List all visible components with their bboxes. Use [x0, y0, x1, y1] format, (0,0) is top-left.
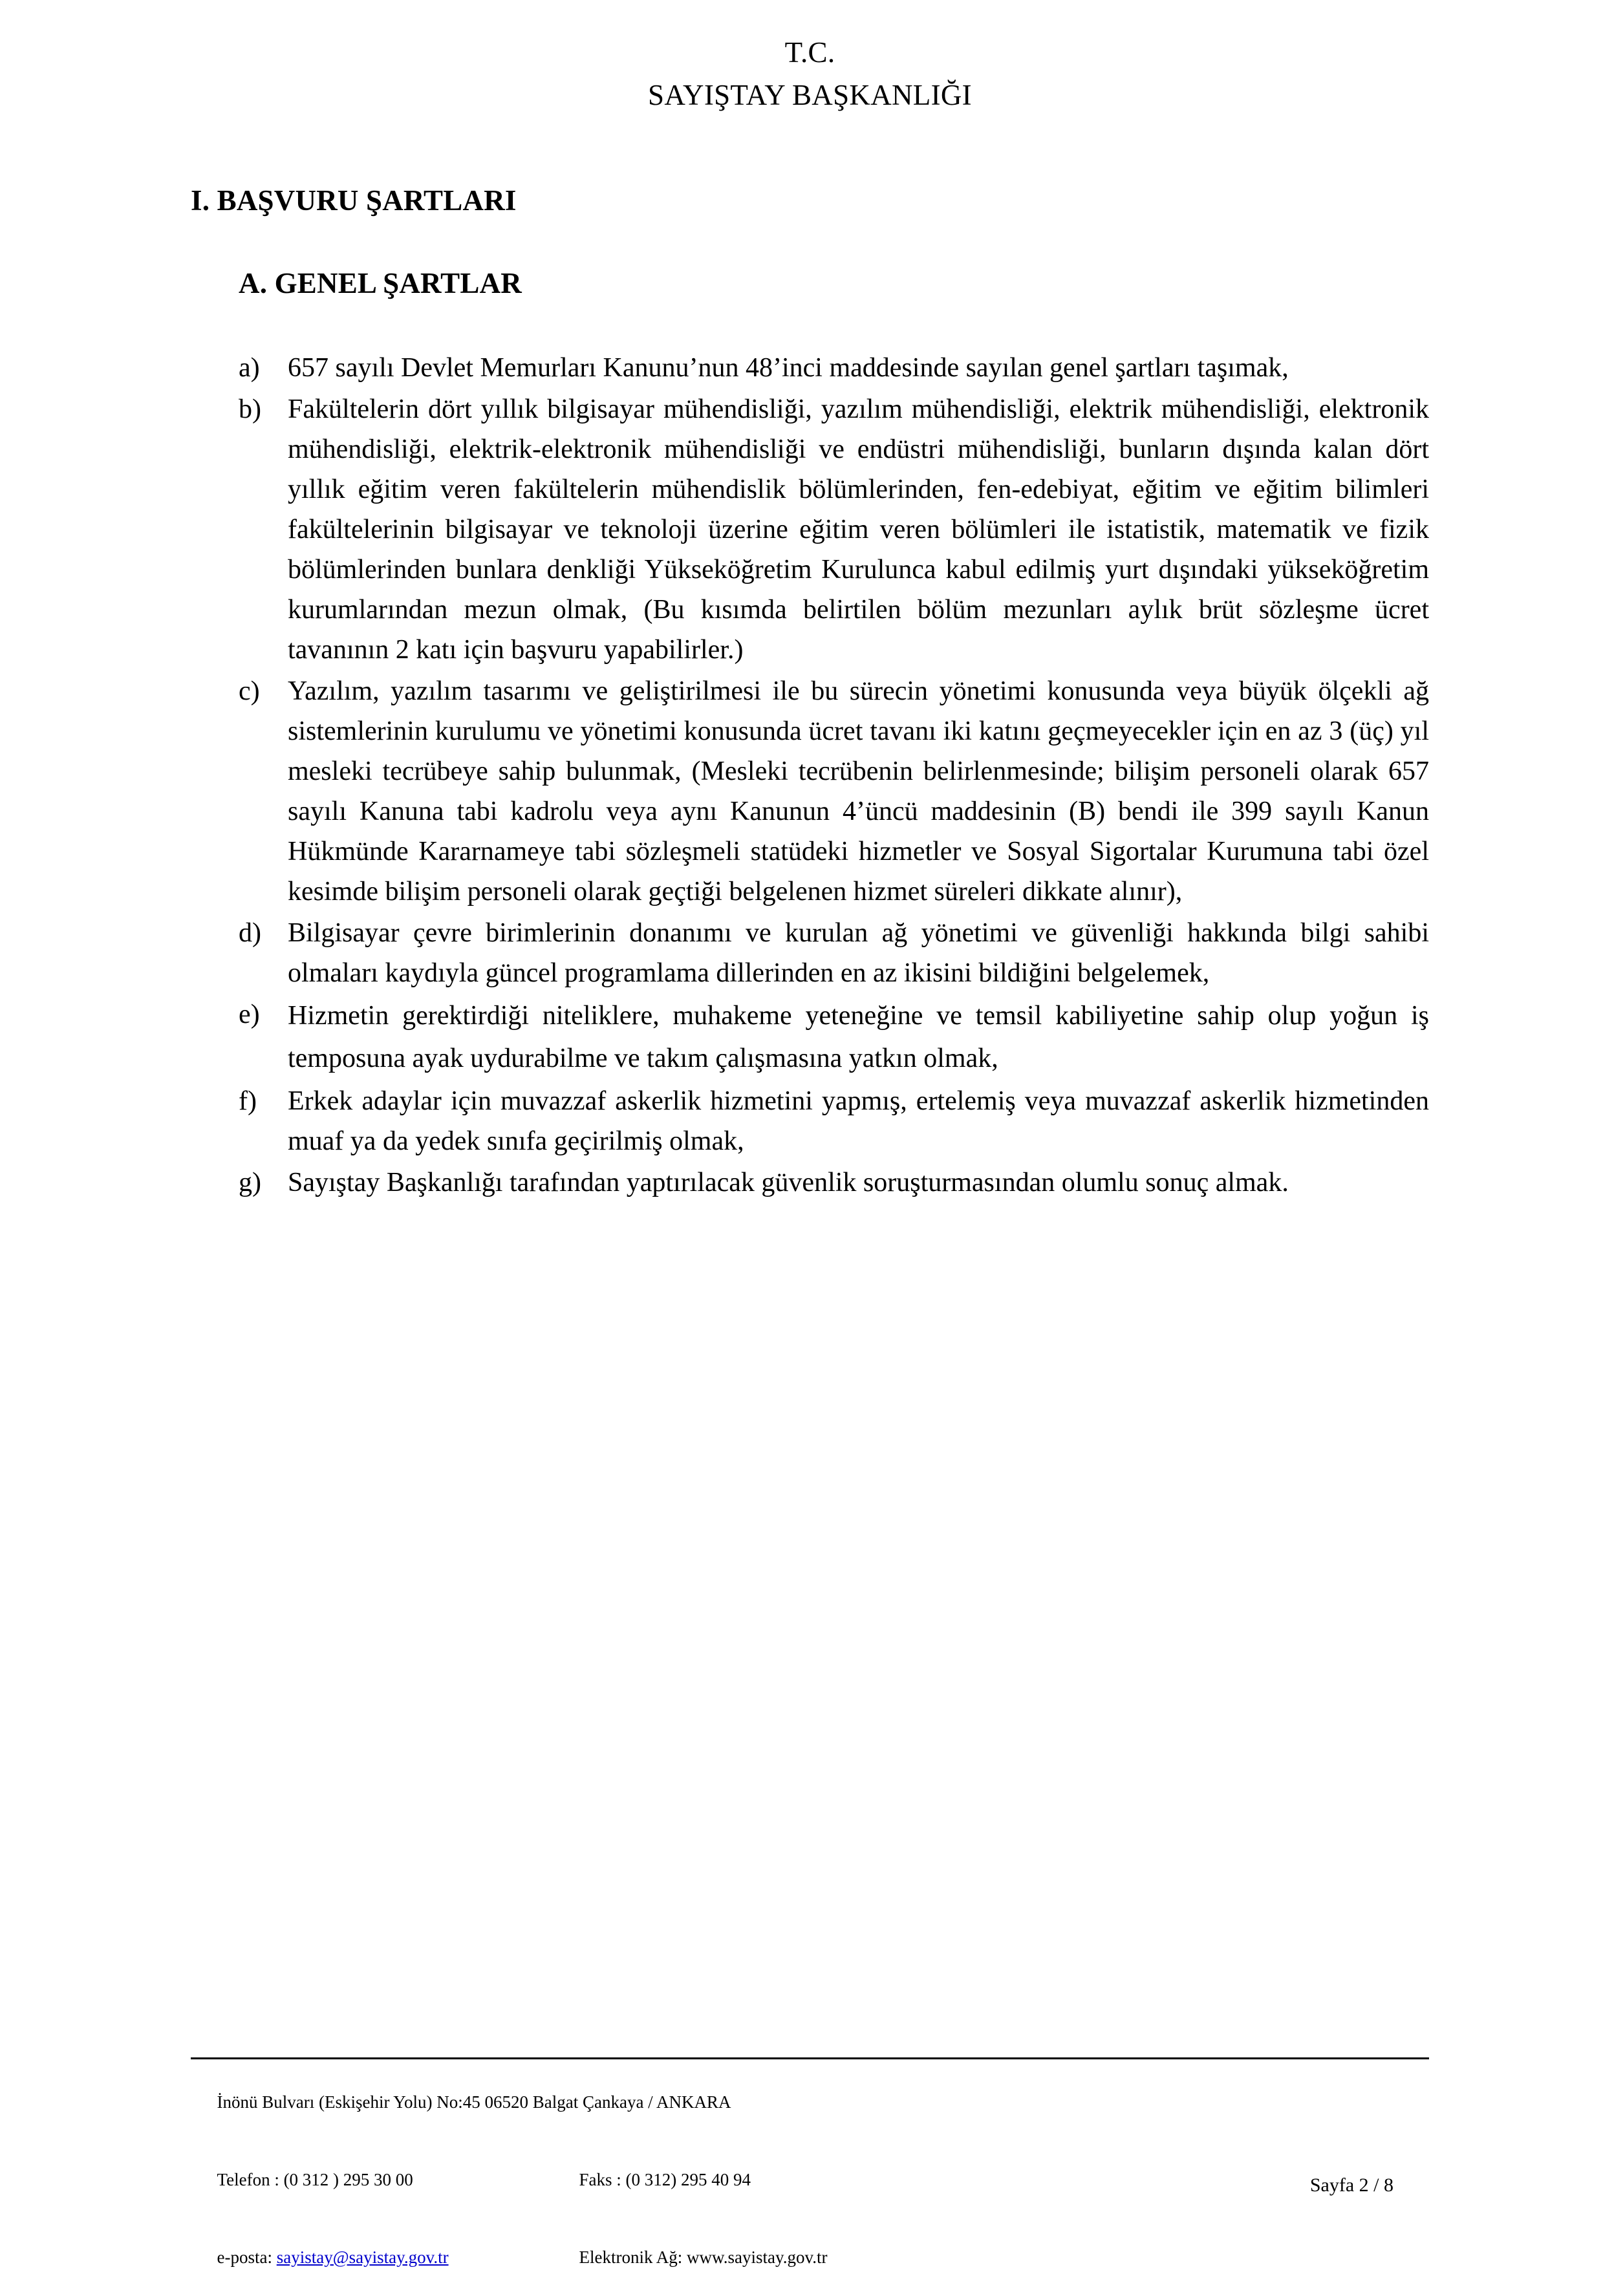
subsection-title: A. GENEL ŞARTLAR	[239, 267, 522, 299]
footer-email-link[interactable]: sayistay@sayistay.gov.tr	[276, 2248, 449, 2267]
document-header	[191, 31, 1429, 116]
spacer-after-subsection-title	[191, 303, 1429, 348]
list-item-text: Sayıştay Başkanlığı tarafından yaptırılacak güvenlik soruşturmasından olumlu sonuç almak.	[288, 1168, 1289, 1197]
list-item-marker: b)	[239, 394, 261, 424]
list-item-text: Fakültelerin dört yıllık bilgisayar mühendisliği, yazılım mühendisliği, elektrik mühendisliği, elektronik mühendisliği, elektrik-elektronik mühendisliği ve endüstri mühendisliği, bunların dışında kalan dört yıllık eğitim veren fakültelerin mühendislik bölümlerinden, fen-edebiyat, eğitim ve eğitim bilimleri fakültelerinin bilgisayar ve teknoloji üzerine eğitim veren bölümleri ile istatistik, matematik ve fizik bölümlerinden bunlara denkliği Yükseköğretim Kurulunca kabul edilmiş yurt dışındaki yükseköğretim kurumlarından mezun olmak, (Bu kısımda belirtilen bölüm mezunları aylık brüt sözleşme ücret tavanının 2 katı için başvuru yapabilirler.)	[288, 394, 1429, 665]
footer-fax: Faks : (0 312) 295 40 94	[579, 2170, 751, 2189]
header-line-institution: SAYIŞTAY BAŞKANLIĞI	[648, 79, 972, 111]
list-item	[191, 389, 1429, 670]
footer-divider	[191, 2057, 1429, 2059]
footer-address-line	[191, 2063, 1429, 2141]
list-item-text: Yazılım, yazılım tasarımı ve geliştirilmesi ile bu sürecin yönetimi konusunda veya büyük ölçekli ağ sistemlerinin kurulumu ve yönetimi konusunda ücret tavanı iki katını geçmeyecekler için en az 3 (üç) yıl mesleki tecrübeye sahip bulunmak, (Mesleki tecrübenin belirlenmesinde; bilişim personeli olarak 657 sayılı Kanuna tabi kadrolu veya aynı Kanunun 4’üncü maddesinin (B) bendi ile 399 sayılı Kanun Hükmünde Kararnameye tabi sözleşmeli statüdeki hizmetler ve Sosyal Sigortalar Kurumuna tabi özel kesimde bilişim personeli olarak geçtiği belgelenen hizmet süreleri dikkate alınır),	[288, 676, 1429, 907]
list-item	[191, 994, 1429, 1080]
document-body	[191, 181, 1429, 1204]
list-item-text: 657 sayılı Devlet Memurları Kanunu’nun 48’inci maddesinde sayılan genel şartları taşımak,	[288, 353, 1289, 383]
footer-telephone: Telefon : (0 312 ) 295 30 00	[217, 2170, 413, 2189]
list-item	[191, 671, 1429, 912]
list-item-text: Bilgisayar çevre birimlerinin donanımı ve kurulan ağ yönetimi ve güvenliği hakkında bilgi sahibi olmaları kaydıyla güncel programlama dillerinden en az ikisini bildiğini belgelemek,	[288, 918, 1429, 988]
list-item-marker: e)	[239, 1000, 260, 1029]
list-item	[191, 348, 1429, 388]
spacer-after-section-title	[191, 220, 1429, 264]
footer-address: İnönü Bulvarı (Eskişehir Yolu) No:45 06520 Balgat Çankaya / ANKARA	[217, 2092, 731, 2112]
list-item-text: Erkek adaylar için muvazzaf askerlik hizmetini yapmış, ertelemiş veya muvazzaf askerlik hizmetinden muaf ya da yedek sınıfa geçirilmiş olmak,	[288, 1086, 1429, 1156]
footer-email-line	[191, 2218, 1429, 2296]
header-line-republic: T.C.	[784, 36, 835, 69]
requirements-list	[191, 348, 1429, 1203]
list-item-marker: d)	[239, 918, 261, 948]
list-item-marker: f)	[239, 1086, 257, 1116]
list-item-marker: a)	[239, 353, 260, 383]
list-item-text: Hizmetin gerektirdiği niteliklere, muhakeme yeteneğine ve temsil kabiliyetine sahip olup yoğun iş temposuna ayak uydurabilme ve takım çalışmasına yatkın olmak,	[288, 1001, 1429, 1073]
page-number: Sayfa 2 / 8	[1309, 2174, 1393, 2196]
list-item	[191, 1081, 1429, 1161]
list-item-marker: c)	[239, 676, 260, 706]
list-item-marker: g)	[239, 1168, 261, 1197]
footer-email-group	[217, 2244, 579, 2270]
list-item	[191, 1163, 1429, 1203]
footer-website: Elektronik Ağ: www.sayistay.gov.tr	[579, 2248, 828, 2267]
footer-email-label: e-posta:	[217, 2248, 277, 2267]
list-item	[191, 913, 1429, 993]
page-title: I. BAŞVURU ŞARTLARI	[191, 184, 517, 217]
